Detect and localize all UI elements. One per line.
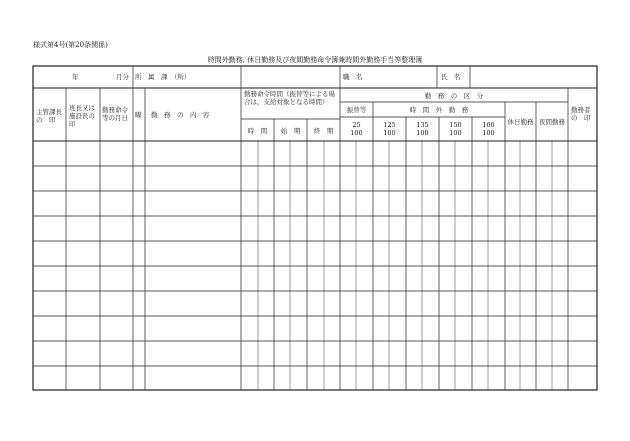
rate-numerator: 125 (383, 121, 396, 129)
year-label: 年 (72, 73, 79, 81)
rate-denominator: 100 (482, 129, 495, 137)
rate-25 (340, 121, 373, 137)
document-title: 時間外勤務, 休日勤務及び夜間勤務命令簿兼時間外勤務手当等整理簿 (207, 56, 423, 64)
night-header: 夜間勤務 (539, 118, 565, 126)
rate-numerator: 25 (352, 121, 361, 129)
rate-numerator: 160 (482, 121, 495, 129)
rate-150 (439, 121, 472, 137)
end-subheader: 終 期 (313, 127, 334, 135)
rank-label: 職 名 (343, 73, 363, 81)
month-label: 月分 (116, 73, 129, 81)
time-subheader: 時 間 (247, 127, 268, 135)
department-label: 所 属 課 （所） (135, 73, 191, 81)
worker-seal-header: 勤務者の 印 (571, 106, 591, 122)
transfer-header: 振替等 (346, 106, 367, 114)
supervisor-seal-header: 主管課長の 印 (36, 108, 62, 124)
overtime-header: 時 間 外 勤 務 (409, 106, 469, 114)
weekday-header: 曜 (135, 111, 142, 119)
form-number-label: 様式第4号(第20条関係) (33, 41, 108, 49)
rate-denominator: 100 (416, 129, 429, 137)
order-time-header: 勤務命令時間（振替等による場合は，支給対象となる時間） (244, 90, 335, 106)
rate-denominator: 100 (350, 129, 363, 137)
work-content-header: 勤 務 の 内 容 (151, 111, 210, 119)
name-label: 氏 名 (441, 73, 461, 81)
team-leader-seal-header: 班長又は施設長の 印 (69, 104, 102, 128)
rate-135 (406, 121, 439, 137)
rate-numerator: 150 (449, 121, 462, 129)
holiday-header: 休日勤務 (507, 118, 534, 126)
rate-denominator: 100 (449, 129, 462, 137)
start-subheader: 始 期 (280, 127, 301, 135)
order-date-header: 勤務命令等の月日 (102, 106, 128, 122)
category-header: 勤 務 の 区 分 (424, 92, 484, 100)
rate-160 (472, 121, 505, 137)
rate-125 (373, 121, 406, 137)
rate-numerator: 135 (416, 121, 429, 129)
rate-denominator: 100 (383, 129, 396, 137)
